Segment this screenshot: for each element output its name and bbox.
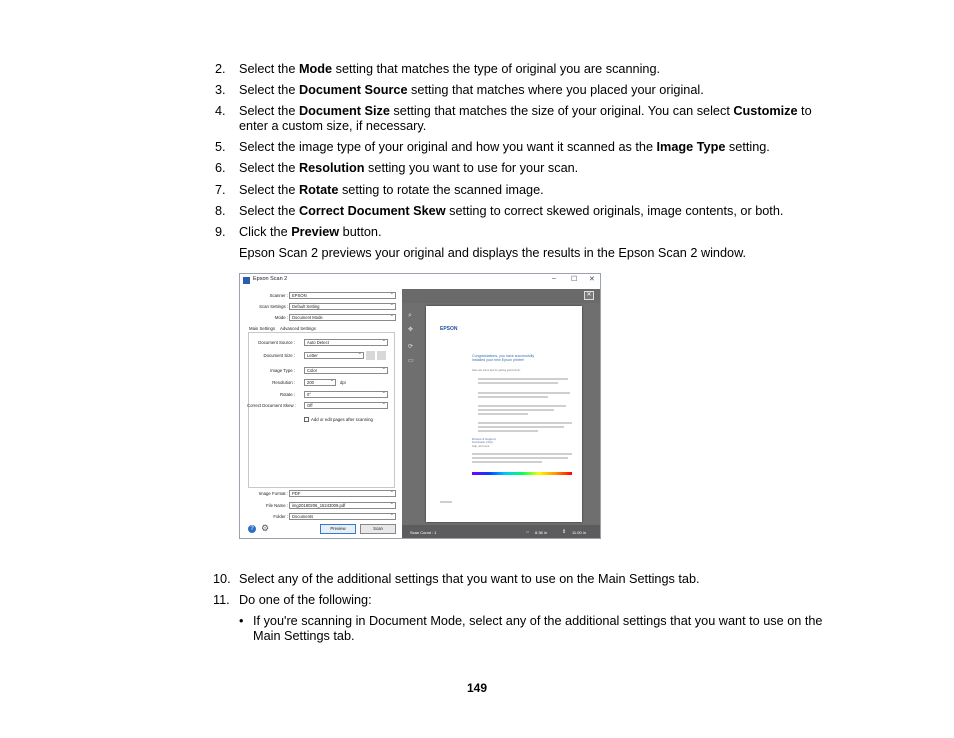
preview-support-line: Downloads, FAQs,: [472, 441, 494, 444]
folder-label: Folder :: [273, 514, 288, 519]
zoom-icon: ⌕: [408, 312, 412, 319]
scan-button: Scan: [360, 524, 396, 534]
step-number: 8.: [215, 204, 226, 218]
step-number: 4.: [215, 104, 226, 118]
maximize-icon: ☐: [571, 276, 578, 283]
add-edit-pages-label: Add or edit pages after scanning: [311, 417, 373, 422]
step-number: 6.: [215, 161, 226, 175]
step-number: 5.: [215, 140, 226, 154]
app-logo-icon: [243, 277, 250, 284]
scan-count: Scan Count : 1: [410, 530, 437, 535]
bullet-dot: •: [239, 614, 244, 628]
preview-toolbar: [402, 289, 422, 525]
scanner-label: Scanner :: [269, 293, 288, 298]
correct-skew-select: Off ⌄: [304, 402, 388, 409]
document-source-label: Document Source :: [258, 340, 295, 345]
preview-heading: installed your new Epson printer!: [472, 358, 525, 362]
add-edit-pages-checkbox: [304, 417, 309, 422]
rotate-icon: ⟳: [408, 344, 414, 350]
scanner-select: EPSON ⌄: [289, 292, 396, 299]
step-number: 9.: [215, 225, 226, 239]
rotate-label: Rotate :: [279, 392, 295, 397]
image-format-label: Image Format :: [258, 491, 288, 496]
close-icon: ✕: [589, 276, 595, 283]
close-preview-icon: ✕: [584, 291, 594, 300]
mode-select: Document Mode ⌄: [289, 314, 396, 321]
correct-skew-label: Correct Document Skew :: [247, 403, 296, 408]
help-icon: ?: [248, 525, 256, 533]
preview-area: [402, 289, 600, 539]
scan-settings-select: Default Setting ⌄: [289, 303, 396, 310]
image-format-select: PDF ⌄: [289, 490, 396, 497]
image-type-label: Image Type :: [270, 368, 295, 373]
preview-page: [426, 306, 582, 522]
main-settings-panel: [248, 332, 395, 488]
preview-button: Preview: [320, 524, 356, 534]
resolution-select: 200 ⌄: [304, 379, 336, 386]
step-number: 11.: [213, 593, 230, 607]
width-icon: ⇔: [525, 529, 530, 535]
settings-gear-icon: ⚙: [261, 523, 270, 533]
size-option-icon: [377, 351, 386, 360]
step-number: 10.: [213, 572, 231, 586]
tab-advanced-settings: Advanced Settings: [280, 326, 316, 331]
document-size-select: Letter ⌄: [304, 352, 364, 359]
document-size-label: Document Size :: [263, 353, 295, 358]
step-number: 3.: [215, 83, 226, 97]
preview-logo: EPSON: [440, 326, 458, 332]
preview-support-line: help, and more: [472, 445, 490, 448]
image-type-select: Color ⌄: [304, 367, 388, 374]
rotate-select: 0° ⌄: [304, 391, 388, 398]
preview-support-title: Drivers & Support: [472, 437, 496, 441]
hand-icon: ✥: [408, 327, 414, 333]
preview-note: Epson Scan 2 previews your original and displays the results in the Epson Scan 2 window.: [239, 246, 747, 260]
step-number: 7.: [215, 183, 226, 197]
resolution-label: Resolution :: [272, 380, 295, 385]
step-number: 2.: [215, 62, 226, 76]
minimize-icon: –: [552, 275, 556, 282]
tab-main-settings: Main Settings: [249, 326, 276, 331]
file-name-select: img20180206_15243009.pdf ⌄: [289, 502, 396, 509]
window-titlebar: [240, 274, 600, 288]
doc-width: 8.36 in: [535, 530, 548, 535]
doc-height: 11.00 in: [572, 530, 586, 535]
color-bar: [472, 472, 572, 475]
folder-select: Documents ⌄: [289, 513, 396, 520]
page-number: 149: [466, 681, 488, 695]
file-name-label: File Name :: [266, 503, 288, 508]
window-title: Epson Scan 2: [253, 276, 288, 282]
status-bar: [402, 525, 600, 539]
mode-label: Mode :: [274, 315, 288, 320]
document-source-select: Auto Detect ⌄: [304, 339, 388, 346]
dpi-unit: dpi: [340, 380, 346, 385]
height-icon: ⇕: [562, 529, 567, 535]
size-option-icon: [366, 351, 375, 360]
preview-intro: Here are some tips for getting good prints:: [472, 369, 521, 372]
preview-heading: Congratulations, you have successfully: [472, 354, 535, 358]
page-icon: ▭: [408, 358, 414, 364]
scan-settings-label: Scan Settings :: [259, 304, 288, 309]
epson-scan-window-screenshot: [239, 273, 601, 539]
